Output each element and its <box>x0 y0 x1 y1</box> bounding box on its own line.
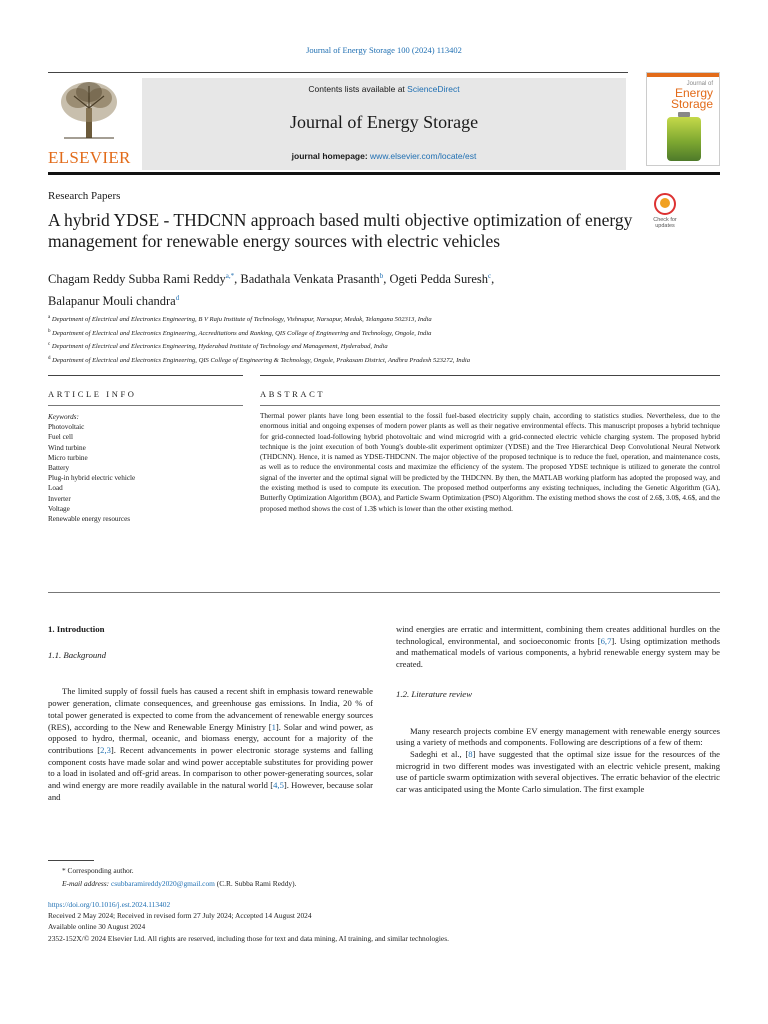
section-label: Research Papers <box>48 190 121 202</box>
keyword: Micro turbine <box>48 453 88 462</box>
doi-link[interactable]: https://doi.org/10.1016/j.est.2024.113402 <box>48 900 171 909</box>
corresponding-note <box>48 865 720 878</box>
author-separator: , <box>383 272 390 286</box>
affiliation-text: Department of Electrical and Electronics Engineering, QIS College of Engineering & Technology, Ongole, Prakasam District, Andhra Pradesh 523272, India <box>52 357 471 365</box>
text-run: ]. However, because solar and <box>48 780 373 802</box>
text-run: ]. Recent advancements in power electronic storage systems and falling component costs have made solar and wind power acceptable substitutes for providing power to a load in isolated and off-grid areas. In comparison to other power-generating sources, solar and wind energy are more readily available in the natural world [ <box>48 744 373 791</box>
right-column <box>396 624 720 796</box>
journal-title: Journal of Energy Storage <box>289 112 479 132</box>
check-updates-icon <box>654 193 676 215</box>
asterisk-mark: * <box>62 866 68 875</box>
affiliation <box>48 353 720 367</box>
affiliation-mark: c <box>48 342 51 348</box>
copyright-notice: 2352-152X/© 2024 Elsevier Ltd. All rights are reserved, including those for text and data mining, AI training, and similar technologies. <box>48 933 449 943</box>
email-suffix: (C.R. Subba Rami Reddy). <box>214 878 297 888</box>
cover-line2: Storage <box>670 97 713 111</box>
author-affil-mark[interactable]: c <box>488 272 492 280</box>
banner-rule <box>48 72 628 73</box>
affiliation <box>48 326 720 340</box>
author-affil-mark[interactable]: b <box>379 272 384 280</box>
spacer <box>396 671 720 689</box>
homepage-line <box>142 151 626 161</box>
text-run: ]. Solar and wind power, as opposed to hydro, thermal, oceanic, and biomass energy, account for a majority of the contributions [ <box>48 721 373 755</box>
background-paragraph <box>48 686 373 803</box>
keywords-label: Keywords: <box>48 413 79 421</box>
keyword: Load <box>48 484 63 493</box>
cover-line1: Energy <box>674 86 713 100</box>
paper-title: A hybrid YDSE - THDCNN approach based multi objective optimization of energy management for renewable energy sources with electric vehicles <box>48 210 633 251</box>
cover-small-text: Journal of <box>686 81 713 87</box>
text-run: wind energies are erratic and intermittent, combining them creates additional hurdles on the technological, environmental, and socioeconomic fronts [ <box>396 624 720 646</box>
author-affil-mark[interactable]: a,* <box>225 272 235 280</box>
check-updates-button[interactable] <box>648 193 682 231</box>
abstract-rule <box>260 375 720 376</box>
citation-link[interactable]: 6,7 <box>600 635 612 646</box>
keyword: Fuel cell <box>48 433 73 442</box>
contents-prefix: Contents lists available at <box>308 84 408 94</box>
abstract-text: Thermal power plants have long been essential to the fossil fuel-based electricity supply chain, according to statistics studies. Nevertheless, due to the enormous initial and ongoing expenses of modern power plants as well as their negative environmental effects. This manuscript proposes a hybrid technique for grid-connected load-following hybrid photovoltaic and wind microgrid with a grid-connected electric vehicle charging system. The proposed hybrid technique is the joint execution of both Young's double-slit experiment optimizer (YDSE) and the Tree Hierarchical Deep Convolutional Neural Network (THDCNN). Hence, it is named as YDSE-THDCNN. The major objective of the proposed technique is to reduce the fuel, operation, and maintenance costs, as well as to reduce the environmental costs and maximize the efficiency of the system. The proposed YDSE technique is utilized to generate the control signal of the inverter and the optimal signal will be predicted by the THDCNN. By then, the MATLAB working platform has adopted the proposed way, and the existing method is used to compute its execution. The proposed method outperforms any existing techniques, including the Genetic Algorithm (GA), Butterfly Optimization Algorithm (BOA), and Particle Swarm Optimization (PSO) Algorithm. The existing method shows the cost of 2.6$, 3.0$, 4.6$, and the proposed method shows the cost of 1.3$ which is lower than the other existing method. <box>260 412 720 513</box>
publisher-name: ELSEVIER <box>48 148 131 167</box>
keyword: Renewable energy resources <box>48 515 131 524</box>
author-name[interactable]: Ogeti Pedda Suresh <box>389 272 489 286</box>
online-date: Available online 30 August 2024 <box>48 922 146 932</box>
journal-cover[interactable] <box>646 72 720 166</box>
literature-paragraph: Many research projects combine EV energy management with renewable energy sources using a variety of methods and components. Following are descriptions of a few of them: <box>396 725 720 748</box>
author-affil-mark[interactable]: d <box>175 294 180 302</box>
keywords-block <box>48 412 243 524</box>
intro-heading: 1. Introduction <box>48 624 105 634</box>
background-heading: 1.1. Background <box>48 649 107 660</box>
text-run: The limited supply of fossil fuels has caused a recent shift in emphasis toward renewable power generation, climate consequences, and greenhouse gas emissions. In India, 20 % of total power generated is expected to come from the advancement of renewable energy sources (RES), according to the New and Renewable Energy Ministry [ <box>48 686 373 732</box>
literature-paragraph <box>396 749 720 796</box>
homepage-link[interactable]: www.elsevier.com/locate/est <box>370 151 477 161</box>
affiliation-mark: a <box>48 315 51 320</box>
author-name[interactable]: Chagam Reddy Subba Rami Reddy <box>48 272 226 286</box>
info-rule <box>48 375 243 376</box>
text-run: Sadeghi et al., [ <box>410 748 469 759</box>
header-rule <box>48 172 720 175</box>
cover-title <box>647 81 719 110</box>
author-name[interactable]: Balapanur Mouli chandra <box>48 294 176 308</box>
citation-link[interactable]: 8 <box>468 748 473 759</box>
citation-link[interactable]: 2,3 <box>100 744 111 755</box>
affiliation-text: Department of Electrical and Electronics Engineering, Hyderabad Institute of Technology and Management, Hyderabad, India <box>51 343 388 351</box>
journal-banner <box>48 72 720 170</box>
email-link[interactable]: csubbaramireddy2020@gmail.com <box>111 878 215 888</box>
affiliation-text: Department of Electrical and Electronics Engineering, B V Raju Institute of Technology, Vishnupur, Narsapur, Medak, Telangana 502313, India <box>51 316 432 324</box>
citation-link[interactable]: 4,5 <box>273 780 284 791</box>
spacer <box>48 674 373 686</box>
check-updates-label: Check for updates <box>653 217 677 229</box>
email-note <box>48 878 720 891</box>
keyword: Wind turbine <box>48 443 86 452</box>
elsevier-logo[interactable] <box>48 78 130 170</box>
author-separator: , <box>491 272 495 286</box>
email-label: E-mail address: <box>62 878 111 888</box>
abstract-subrule <box>260 405 720 406</box>
affiliations <box>48 312 720 367</box>
abstract-heading: ABSTRACT <box>260 389 326 399</box>
affiliation-text: Department of Electrical and Electronics Engineering, Accreditations and Ranking, QIS College of Engineering and Technology, Ongole, India <box>52 329 432 337</box>
keyword: Voltage <box>48 504 70 513</box>
affiliation <box>48 339 720 353</box>
affiliation-mark: b <box>48 328 51 334</box>
footnote <box>48 865 720 890</box>
continued-paragraph <box>396 624 720 671</box>
sciencedirect-link[interactable]: ScienceDirect <box>407 84 460 94</box>
article-info-heading: ARTICLE INFO <box>48 389 137 399</box>
literature-heading: 1.2. Literature review <box>396 688 473 699</box>
contents-line <box>142 84 626 94</box>
publication-info <box>48 899 720 944</box>
text-run: ] have suggested that the optimal size issue for the resources of the microgrid in two different modes was investigated with an electric vehicle present, making use of particle swarm optimization with several objectives. The erratic behavior of the electric car was anticipated using the Monte Carlo simulation. The first example <box>396 748 720 795</box>
keyword: Photovoltaic <box>48 423 85 432</box>
keyword: Plug-in hybrid electric vehicle <box>48 474 136 483</box>
footnote-rule <box>48 860 94 861</box>
spacer <box>396 714 720 726</box>
received-dates: Received 2 May 2024; Received in revised form 27 July 2024; Accepted 14 August 2024 <box>48 911 312 921</box>
affiliation-mark: d <box>48 356 51 362</box>
cover-accent <box>647 73 720 77</box>
keyword: Battery <box>48 464 70 473</box>
masthead <box>142 78 626 170</box>
affiliation <box>48 312 720 326</box>
citation-link[interactable]: 1 <box>271 721 276 732</box>
keyword: Inverter <box>48 494 71 503</box>
tree-icon <box>58 78 120 140</box>
info-subrule <box>48 405 243 406</box>
front-matter-rule <box>48 592 720 593</box>
battery-icon <box>667 117 701 161</box>
author-separator: , <box>234 272 241 286</box>
author-name[interactable]: Badathala Venkata Prasanth <box>240 272 380 286</box>
homepage-label: journal homepage: <box>291 151 371 161</box>
text-run: ]. Using optimization methods and mathematical models of various components, a hybrid renewable energy system may be created. <box>396 635 720 670</box>
left-column <box>48 624 373 803</box>
author-list <box>48 267 688 311</box>
corresponding-label: Corresponding author. <box>67 866 134 875</box>
running-head[interactable]: Journal of Energy Storage 100 (2024) 113402 <box>306 45 462 55</box>
